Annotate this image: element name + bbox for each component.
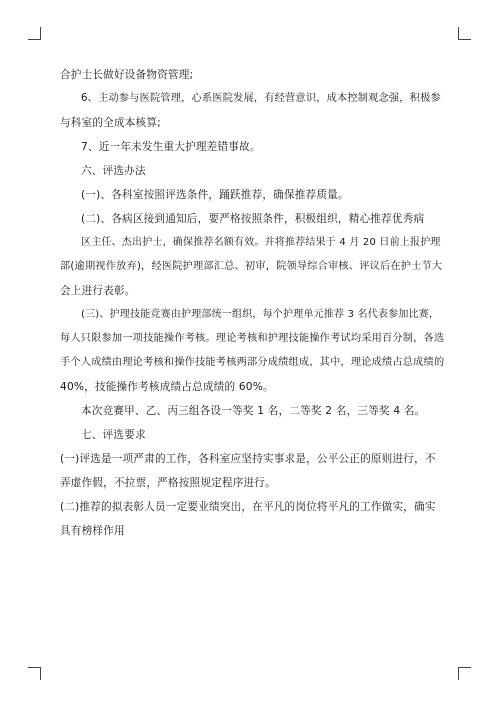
requirement-item-1: (一)评选是一项严肃的工作，各科室应坚持实事求是，公平公正的原则进行，不 (60, 453, 436, 465)
requirement-item-2: (二)推荐的拟表彰人员一定要业绩突出，在平凡的岗位将平凡的工作做实，确实 (60, 501, 436, 513)
document-body (60, 63, 445, 543)
text-line: 40%，技能操作考核成绩占总成绩的 60%。 (60, 381, 274, 393)
crop-mark-bottom-right (458, 667, 471, 680)
rule-item-1: (一)、各科室按照评选条件，踊跃推荐，确保推荐质量。 (81, 189, 349, 201)
crop-mark-top-left (28, 27, 41, 40)
text-line: 与科室的全成本核算; (60, 117, 161, 129)
section-heading-6: 六、评选办法 (81, 165, 146, 177)
text-line: 每人只限参加一项技能操作考核。理论考核和护理技能操作考试均采用百分制，各选 (60, 333, 445, 344)
crop-mark-bottom-left (28, 667, 41, 680)
section-heading-7: 七、评选要求 (81, 429, 146, 441)
award-note: 本次竞赛甲、乙、丙三组各设一等奖 1 名，二等奖 2 名，三等奖 4 名。 (81, 405, 426, 417)
list-item-6: 6、主动参与医院管理，心系医院发展，有经营意识，成本控制观念强，积极参 (81, 93, 441, 104)
crop-mark-top-right (458, 27, 471, 40)
text-line: 弄虚作假，不拉票，严格按照规定程序进行。 (60, 477, 276, 489)
text-line: 区主任、杰出护士，确保推荐名额有效。并将推荐结果于 4 月 20 日前上报护理 (81, 237, 441, 248)
text-line: 会上进行表彰。 (60, 285, 136, 297)
list-item-7: 7、近一年未发生重大护理差错事故。 (81, 141, 261, 153)
text-line: 部(逾期视作放弃)，经医院护理部汇总、初审，院领导综合审核、评议后在护士节大 (60, 261, 443, 272)
text-line: 合护士长做好设备物资管理; (60, 69, 194, 81)
rule-item-3: (三)、护理技能竞赛由护理部统一组织，每个护理单元推荐 3 名代表参加比赛， (81, 309, 440, 320)
text-line: 具有榜样作用 (60, 525, 125, 537)
rule-item-2: (二)、各病区接到通知后，要严格按照条件，积极组织，精心推荐优秀病 (81, 213, 425, 225)
text-line: 手个人成绩由理论考核和操作技能考核两部分成绩组成，其中，理论成绩占总成绩的 (60, 357, 445, 368)
